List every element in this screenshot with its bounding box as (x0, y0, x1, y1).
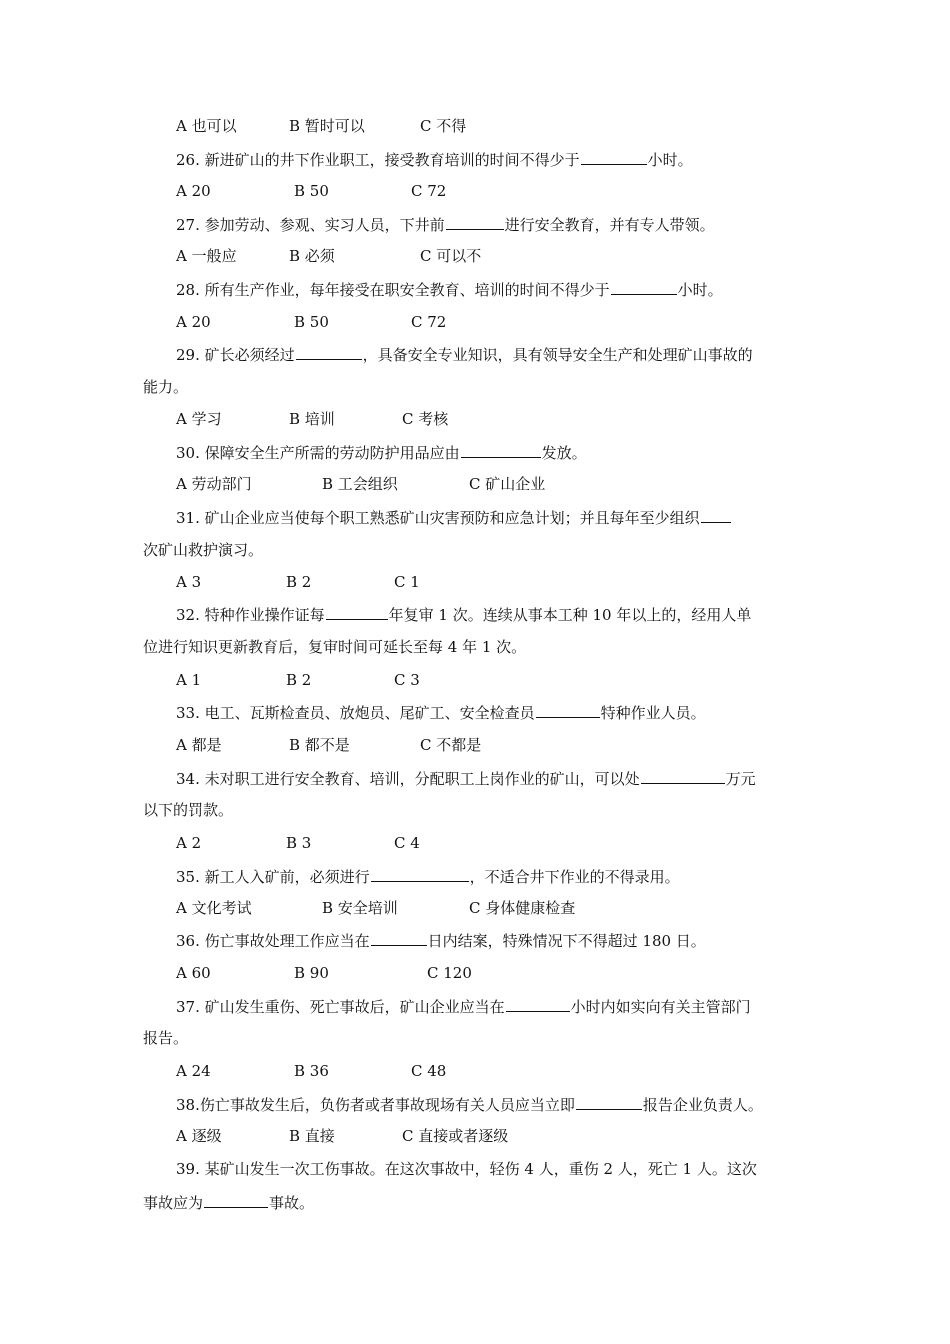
option-c: C 考核 (402, 410, 449, 428)
option-c: C 72 (411, 182, 447, 200)
answer-blank (446, 214, 504, 230)
question-prefix: 34. 未对职工进行安全教育、培训，分配职工上岗作业的矿山，可以处 (176, 770, 640, 788)
question-text (176, 996, 751, 1017)
answer-blank (371, 930, 427, 946)
question-prefix: 36. 伤亡事故处理工作应当在 (176, 932, 370, 950)
question-suffix: 年复审 1 次。连续从事本工种 10 年以上的，经用人单 (388, 606, 752, 624)
option-c: C 矿山企业 (469, 475, 546, 493)
option-b: B 安全培训 (322, 899, 398, 917)
option-a: A 一般应 (176, 247, 237, 265)
option-b: B 必须 (289, 247, 335, 265)
answer-blank (576, 1094, 642, 1110)
question-suffix: 事故。 (269, 1194, 315, 1212)
answer-blank (371, 866, 469, 882)
question-prefix: 38.伤亡事故发生后，负伤者或者事故现场有关人员应当立即 (176, 1096, 575, 1114)
question-suffix: 小时。 (677, 281, 723, 299)
question-text (176, 214, 715, 235)
option-c: C 48 (411, 1062, 447, 1080)
question-suffix: ，不适合井下作业的不得录用。 (469, 868, 680, 886)
option-c: C 4 (394, 834, 420, 852)
option-a: A 逐级 (176, 1127, 222, 1145)
question-continuation (143, 1192, 314, 1213)
option-b: B 50 (294, 313, 329, 331)
question-text (176, 149, 693, 170)
question-prefix: 事故应为 (143, 1194, 204, 1212)
question-text (176, 604, 751, 625)
option-a: A 文化考试 (176, 899, 252, 917)
question-prefix: 30. 保障安全生产所需的劳动防护用品应由 (176, 444, 460, 462)
option-b: B 直接 (289, 1127, 335, 1145)
option-b: B 50 (294, 182, 329, 200)
option-a: A 劳动部门 (176, 475, 252, 493)
option-c: C 72 (411, 313, 447, 331)
question-prefix: 35. 新工人入矿前，必须进行 (176, 868, 370, 886)
option-b: B 2 (286, 671, 312, 689)
question-suffix: ，具备安全专业知识，具有领导安全生产和处理矿山事故的 (362, 346, 753, 364)
question-text (176, 702, 706, 723)
option-a: A 20 (176, 313, 211, 331)
question-suffix: 特种作业人员。 (600, 704, 706, 722)
question-prefix: 37. 矿山发生重伤、死亡事故后，矿山企业应当在 (176, 998, 505, 1016)
answer-blank (204, 1192, 268, 1208)
question-prefix: 26. 新进矿山的井下作业职工，接受教育培训的时间不得少于 (176, 151, 580, 169)
option-c: C 直接或者逐级 (402, 1127, 509, 1145)
option-b: B 36 (294, 1062, 329, 1080)
question-suffix: 小时内如实向有关主管部门 (570, 998, 751, 1016)
option-c: C 3 (394, 671, 420, 689)
question-suffix: 小时。 (647, 151, 693, 169)
option-b: B 3 (286, 834, 312, 852)
question-text (176, 930, 706, 951)
option-c: C 不都是 (420, 736, 482, 754)
question-suffix: 日内结案，特殊情况下不得超过 180 日。 (427, 932, 706, 950)
option-b: B 培训 (289, 410, 335, 428)
question-prefix: 39. 某矿山发生一次工伤事故。在这次事故中，轻伤 4 人，重伤 2 人，死亡 1 人。这次 (176, 1160, 757, 1178)
question-prefix: 27. 参加劳动、参观、实习人员，下井前 (176, 216, 445, 234)
option-c: C 可以不 (420, 247, 482, 265)
option-a: A 2 (176, 834, 202, 852)
option-a: A 60 (176, 964, 211, 982)
option-a: A 3 (176, 573, 202, 591)
option-a: A 20 (176, 182, 211, 200)
option-b: B 工会组织 (322, 475, 398, 493)
question-continuation: 能力。 (143, 378, 189, 396)
option-a: A 都是 (176, 736, 222, 754)
answer-blank (506, 996, 570, 1012)
question-text (176, 442, 587, 463)
question-prefix: 29. 矿长必须经过 (176, 346, 295, 364)
question-prefix: 33. 电工、瓦斯检查员、放炮员、尾矿工、安全检查员 (176, 704, 535, 722)
question-text (176, 507, 732, 528)
question-text (176, 866, 680, 887)
answer-blank (461, 442, 541, 458)
option-b: B 都不是 (289, 736, 350, 754)
answer-blank (326, 604, 388, 620)
answer-blank (701, 507, 731, 523)
question-continuation: 以下的罚款。 (143, 801, 234, 819)
option-a: A 学习 (176, 410, 222, 428)
option-a: A 也可以 (176, 117, 237, 135)
option-c: C 不得 (420, 117, 467, 135)
question-prefix: 32. 特种作业操作证每 (176, 606, 325, 624)
option-c: C 120 (427, 964, 472, 982)
option-b: B 2 (286, 573, 312, 591)
option-b: B 暂时可以 (289, 117, 365, 135)
question-text (176, 1159, 757, 1179)
option-a: A 24 (176, 1062, 211, 1080)
question-suffix: 发放。 (541, 444, 587, 462)
option-c: C 身体健康检查 (469, 899, 576, 917)
question-prefix: 28. 所有生产作业，每年接受在职安全教育、培训的时间不得少于 (176, 281, 610, 299)
answer-blank (611, 279, 677, 295)
question-text (176, 344, 753, 365)
question-text (176, 768, 756, 789)
option-c: C 1 (394, 573, 420, 591)
question-text (176, 279, 723, 300)
question-prefix: 31. 矿山企业应当使每个职工熟悉矿山灾害预防和应急计划；并且每年至少组织 (176, 509, 700, 527)
option-b: B 90 (294, 964, 329, 982)
question-continuation: 位进行知识更新教育后，复审时间可延长至每 4 年 1 次。 (143, 638, 527, 656)
question-suffix: 万元 (725, 770, 756, 788)
answer-blank (641, 768, 725, 784)
question-text (176, 1094, 763, 1115)
question-continuation: 报告。 (143, 1029, 189, 1047)
option-a: A 1 (176, 671, 202, 689)
question-suffix: 进行安全教育，并有专人带领。 (504, 216, 715, 234)
question-continuation: 次矿山救护演习。 (143, 541, 264, 559)
answer-blank (536, 702, 600, 718)
answer-blank (296, 344, 362, 360)
question-suffix: 报告企业负责人。 (642, 1096, 763, 1114)
answer-blank (581, 149, 647, 165)
